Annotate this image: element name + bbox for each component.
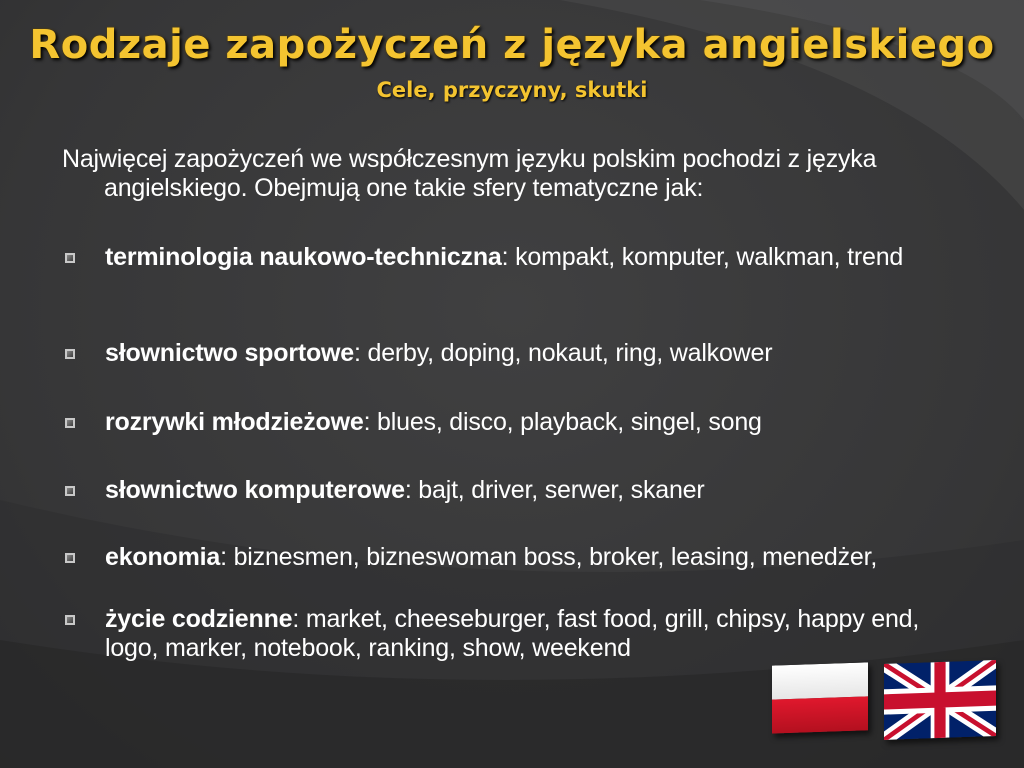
list-item xyxy=(62,408,942,437)
bullet-square-icon xyxy=(65,418,75,428)
list-item xyxy=(62,476,942,505)
list-item xyxy=(62,605,942,663)
topic-examples: : blues, disco, playback, singel, song xyxy=(363,408,762,436)
topic-term: ekonomia xyxy=(105,543,221,571)
topic-examples: : biznesmen, bizneswoman boss, broker, leasing, menedżer, xyxy=(220,543,878,571)
flag-poland-icon xyxy=(772,662,868,733)
topic-examples: : market, cheeseburger, fast food, grill, chipsy, happy end, logo, marker, notebook, ranking, show, weekend xyxy=(105,605,920,662)
flag-united-kingdom-icon xyxy=(884,660,996,740)
bullet-square-icon xyxy=(65,486,75,496)
topic-examples: : bajt, driver, serwer, skaner xyxy=(404,476,705,504)
topic-term: rozrywki młodzieżowe xyxy=(105,408,364,436)
topic-term: słownictwo sportowe xyxy=(105,339,354,367)
list-item xyxy=(62,243,942,272)
bullet-square-icon xyxy=(65,349,75,359)
flag-poland-red-stripe xyxy=(772,696,868,733)
slide-title: Rodzaje zapożyczeń z języka angielskiego xyxy=(29,22,995,68)
intro-paragraph: Najwięcej zapożyczeń we współczesnym języku polskim pochodzi z języka angielskiego. Obejmują one takie sfery tematyczne jak: xyxy=(62,145,877,202)
topic-term: słownictwo komputerowe xyxy=(105,476,405,504)
topic-term: terminologia naukowo-techniczna xyxy=(105,243,502,271)
topic-examples: : kompakt, komputer, walkman, trend xyxy=(501,243,904,271)
flag-poland-white-stripe xyxy=(772,662,868,699)
bullet-square-icon xyxy=(65,253,75,263)
list-item xyxy=(62,339,942,368)
slide-subtitle: Cele, przyczyny, skutki xyxy=(376,78,648,102)
topic-term: życie codzienne xyxy=(105,605,293,633)
bullet-square-icon xyxy=(65,553,75,563)
bullet-square-icon xyxy=(65,615,75,625)
list-item xyxy=(62,543,942,572)
topic-examples: : derby, doping, nokaut, ring, walkower xyxy=(354,339,773,367)
